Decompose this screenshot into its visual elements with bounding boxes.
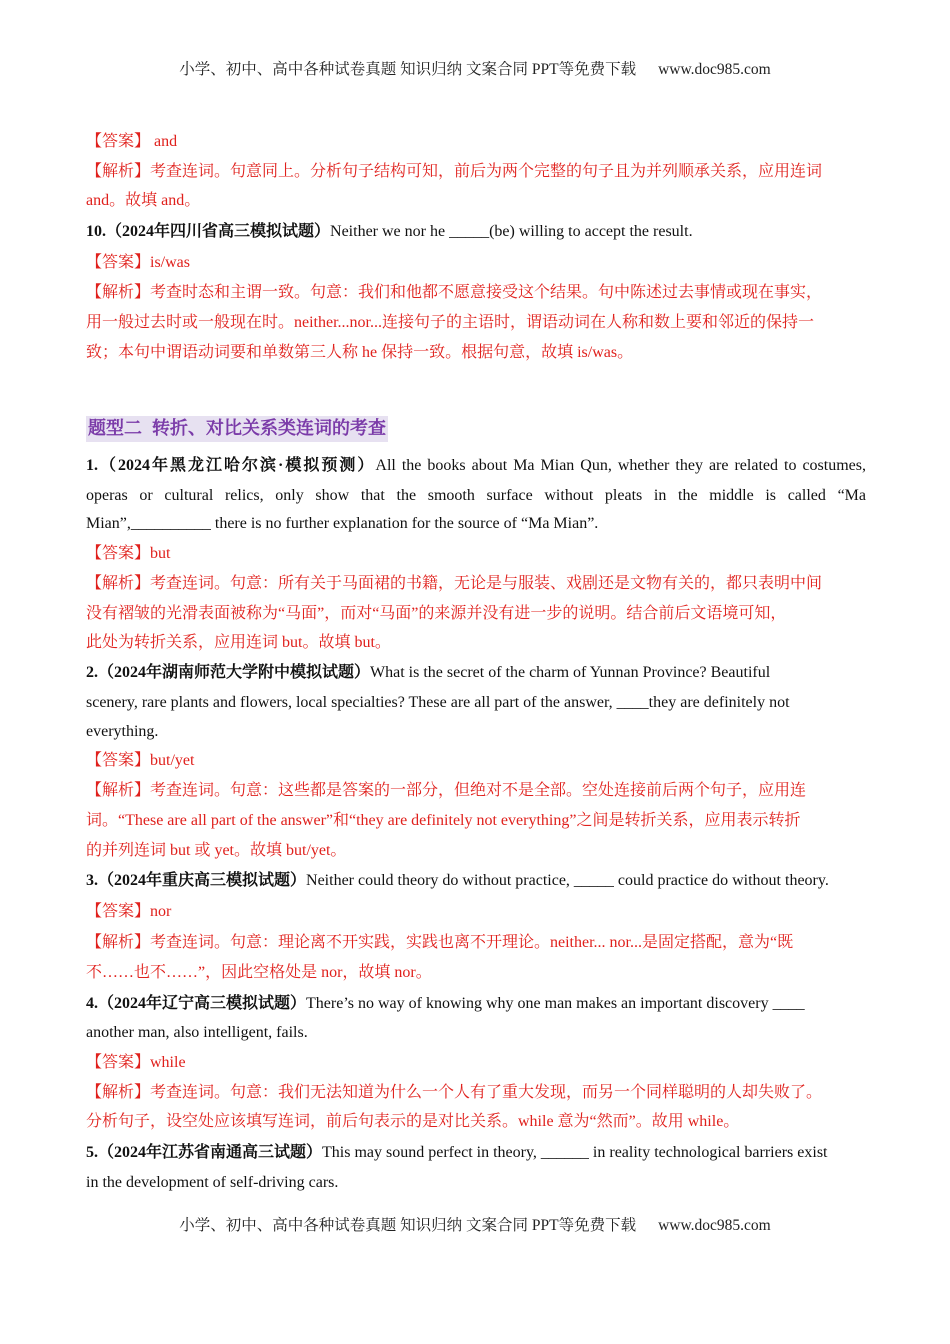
q10-text: Neither we nor he _____(be) willing to accept the result. — [330, 223, 693, 240]
s5-question-line-1 — [86, 1143, 866, 1163]
s2-label: 2.（2024年湖南师范大学附中模拟试题） — [86, 664, 371, 681]
s2-question-line-2: scenery, rare plants and flowers, local specialties? These are all part of the answer, ____they are definitely not — [86, 694, 790, 711]
q10-analysis-line-1: 【解析】考查时态和主谓一致。句意：我们和他都不愿意接受这个结果。句中陈述过去事情或现在事实， — [86, 284, 823, 301]
s3-analysis-line-1: 【解析】考查连词。句意：理论离不开实践，实践也离不开理论。neither... nor...是固定搭配，意为“既 — [86, 934, 794, 951]
s5-label: 5.（2024年江苏省南通高三试题） — [86, 1144, 323, 1161]
prev-analysis-line-2: and。故填 and。 — [86, 192, 201, 209]
s5-question-line-2: in the development of self-driving cars. — [86, 1174, 339, 1191]
s2-text-1: What is the secret of the charm of Yunnan Province? Beautiful — [370, 664, 771, 681]
s1-question-line-2: operas or cultural relics, only show that the smooth surface without pleats in the middle is called “Ma — [86, 487, 866, 504]
s1-analysis-line-1: 【解析】考查连词。句意：所有关于马面裙的书籍，无论是与服装、戏剧还是文物有关的，都只表明中间 — [86, 575, 823, 592]
s1-question-line-3: Mian”,__________ there is no further explanation for the source of “Ma Mian”. — [86, 515, 599, 532]
page-header — [0, 57, 950, 79]
section-heading — [86, 416, 388, 442]
s4-question-line-1 — [86, 994, 866, 1014]
s1-question-line-1 — [86, 456, 866, 476]
s1-text-1: All the books about Ma Mian Qun, whether they are related to costumes, — [375, 457, 866, 474]
s2-question-line-3: everything. — [86, 723, 159, 740]
s4-label: 4.（2024年辽宁高三模拟试题） — [86, 995, 307, 1012]
s4-analysis-line-2: 分析句子，设空处应该填写连词，前后句表示的是对比关系。while 意为“然而”。故用 while。 — [86, 1113, 740, 1130]
footer-text: 小学、初中、高中各种试卷真题 知识归纳 文案合同 PPT等免费下载 — [179, 1217, 637, 1234]
prev-answer: 【答案】 and — [86, 133, 178, 150]
page-footer — [0, 1213, 950, 1235]
q10-question — [86, 222, 866, 242]
s2-analysis-line-2: 词。“These are all part of the answer”和“they are definitely not everything”之间是转折关系，应用表示转折 — [86, 812, 801, 829]
footer-site[interactable]: www.doc985.com — [658, 1217, 771, 1234]
q10-answer: 【答案】is/was — [86, 254, 191, 271]
s3-text: Neither could theory do without practice, _____ could practice do without theory. — [306, 872, 829, 889]
prev-analysis-line-1: 【解析】考查连词。句意同上。分析句子结构可知，前后为两个完整的句子且为并列顺承关系，应用连词 — [86, 163, 823, 180]
s3-label: 3.（2024年重庆高三模拟试题） — [86, 872, 307, 889]
s2-answer: 【答案】but/yet — [86, 752, 195, 769]
q10-label: 10.（2024年四川省高三模拟试题） — [86, 223, 331, 240]
s4-question-line-2: another man, also intelligent, fails. — [86, 1024, 308, 1041]
section-title: 转折、对比关系类连词的考查 — [152, 418, 386, 439]
s1-answer: 【答案】but — [86, 545, 171, 562]
s3-question — [86, 871, 866, 891]
s4-analysis-line-1: 【解析】考查连词。句意：我们无法知道为什么一个人有了重大发现，而另一个同样聪明的人却失败了。 — [86, 1084, 823, 1101]
s2-question-line-1 — [86, 663, 866, 683]
section-number: 题型二 — [88, 418, 142, 439]
s4-text-1: There’s no way of knowing why one man makes an important discovery ____ — [306, 995, 805, 1012]
s3-analysis-line-2: 不……也不……”，因此空格处是 nor，故填 nor。 — [86, 964, 432, 981]
s5-text-1: This may sound perfect in theory, ______ in reality technological barriers exist — [322, 1144, 828, 1161]
s2-analysis-line-3: 的并列连词 but 或 yet。故填 but/yet。 — [86, 842, 347, 859]
s4-answer: 【答案】while — [86, 1054, 186, 1071]
q10-analysis-line-3: 致；本句中谓语动词要和单数第三人称 he 保持一致。根据句意，故填 is/was。 — [86, 344, 634, 361]
s1-label: 1.（2024年黑龙江哈尔滨·模拟预测） — [86, 457, 376, 474]
q10-analysis-line-2: 用一般过去时或一般现在时。neither...nor...连接句子的主语时，谓语动词在人称和数上要和邻近的保持一 — [86, 314, 814, 331]
header-site[interactable]: www.doc985.com — [658, 61, 771, 78]
s1-analysis-line-3: 此处为转折关系，应用连词 but。故填 but。 — [86, 634, 391, 651]
s2-analysis-line-1: 【解析】考查连词。句意：这些都是答案的一部分，但绝对不是全部。空处连接前后两个句子，应用连 — [86, 782, 807, 799]
s3-answer: 【答案】nor — [86, 903, 172, 920]
header-text: 小学、初中、高中各种试卷真题 知识归纳 文案合同 PPT等免费下载 — [179, 61, 637, 78]
s1-analysis-line-2: 没有褶皱的光滑表面被称为“马面”，而对“马面”的来源并没有进一步的说明。结合前后文语境可知， — [86, 605, 787, 622]
